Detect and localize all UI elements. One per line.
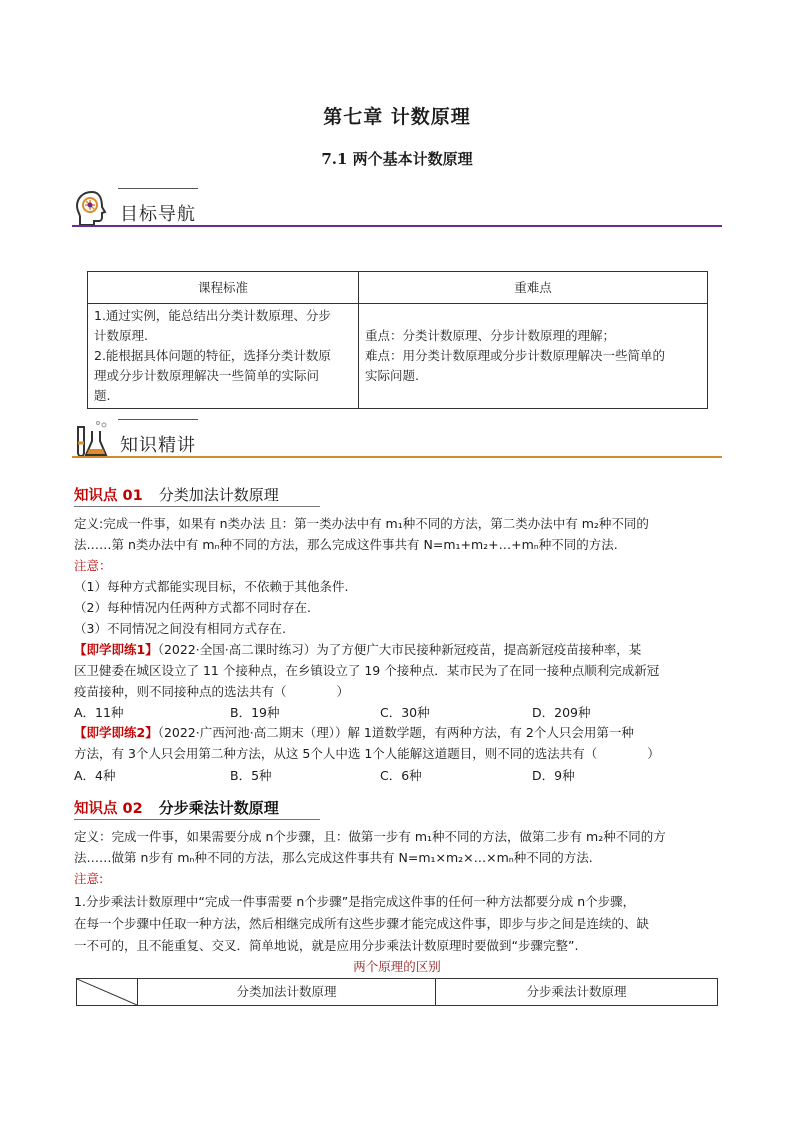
exercise-1 (74, 639, 724, 660)
kp-underline (74, 819, 320, 820)
cell-line: 2.能根据具体问题的特征，选择分类计数原 (94, 348, 331, 363)
section-header-knowledge (72, 419, 722, 463)
table-header: 分步乘法计数原理 (436, 979, 718, 1006)
diagonal-cell (77, 979, 138, 1006)
cell-line: 难点：用分类计数原理或分步计数原理解决一些简单的 (365, 348, 666, 363)
exercise-tag: 【即学即练1】 (74, 642, 158, 657)
header-top-line (118, 419, 198, 420)
compare-table (76, 978, 718, 1006)
course-standard-cell (88, 304, 359, 409)
option-a: A．4种 (74, 768, 116, 783)
text-line: （2022·广西河池·高二期末（理））解 1道数学题，有两种方法，有 2个人只会用第一种 (157, 725, 634, 740)
kp2-definition (74, 826, 724, 889)
text-line: 定义:完成一件事，如果有 n类办法 且：第一类办法中有 m₁种不同的方法，第二类办法中有 m₂种不同的 (74, 516, 649, 531)
note-item: （3）不同情况之间没有相同方式存在. (74, 621, 286, 636)
key-difficulty-cell (359, 304, 708, 409)
section-rule-purple (72, 225, 722, 227)
text-line: 法……做第 n步有 mₙ种不同的方法，那么完成这件事共有 N=m₁×m₂×…×mₙ种不同的方法. (74, 850, 593, 865)
text-line: 一不可的，且不能重复、交叉．简单地说，就是应用分步乘法计数原理时要做到“步骤完整”. (74, 938, 579, 953)
option-c: C．30种 (380, 705, 430, 720)
cell-line: 题. (94, 388, 111, 403)
note-item: （2）每种情况内任两种方式都不同时存在. (74, 600, 311, 615)
kp-tag: 知识点 01 (74, 488, 143, 504)
text-line: 定义：完成一件事，如果需要分成 n个步骤，且：做第一步有 m₁种不同的方法，做第二步有 m₂种不同的方 (74, 829, 666, 844)
text-line: 1.分步乘法计数原理中“完成一件事需要 n个步骤”是指完成这件事的任何一种方法都要分成 n个步骤， (74, 894, 636, 909)
exercise-2 (74, 722, 724, 764)
cell-line: 实际问题. (365, 368, 419, 383)
kp-name: 分步乘法计数原理 (158, 799, 279, 817)
text-line: 疫苗接种，则不同接种点的选法共有（ ） (74, 684, 350, 699)
option-d: D．9种 (532, 768, 575, 783)
table-header: 分类加法计数原理 (138, 979, 436, 1006)
header-top-line (118, 188, 198, 189)
exercise-tag: 【即学即练2】 (74, 725, 158, 740)
text-line: 区卫健委在城区设立了 11 个接种点，在乡镇设立了 19 个接种点．某市民为了在同一接种点顺利完成新冠 (74, 663, 660, 678)
table-header: 重难点 (359, 272, 708, 304)
section-rule-orange (72, 456, 722, 458)
brain-head-icon (72, 188, 112, 230)
diagonal-line (77, 979, 137, 1005)
section-header-goals (72, 188, 722, 232)
option-c: C．6种 (380, 768, 422, 783)
exercise-1-options (74, 703, 724, 723)
chapter-title: 第七章 计数原理 (323, 106, 471, 128)
goals-table (87, 271, 708, 409)
text-line: 方法，有 3个人只会用第二种方法，从这 5个人中选 1个人能解这道题目，则不同的选法共有（ ） (74, 746, 660, 761)
section-title: 7.1 两个基本计数原理 (321, 150, 473, 168)
note-label: 注意: (74, 871, 104, 886)
option-b: B．5种 (230, 768, 272, 783)
cell-line: 计数原理. (94, 328, 148, 343)
text-line: （2022·全国·高二课时练习）为了方便广大市民接种新冠疫苗，提高新冠疫苗接种率，某 (157, 642, 642, 657)
text-line: 在每一个步骤中任取一种方法，然后相继完成所有这些步骤才能完成这件事，即步与步之间是连续的、缺 (74, 916, 650, 931)
text-line: 法……第 n类办法中有 mₙ种不同的方法，那么完成这件事共有 N=m₁+m₂+…+mₙ种不同的方法. (74, 537, 618, 552)
section-label: 目标导航 (120, 204, 196, 225)
kp-name: 分类加法计数原理 (158, 486, 279, 504)
option-b: B．19种 (230, 705, 280, 720)
kp2-explanation (74, 891, 724, 957)
cell-line: 重点：分类计数原理、分步计数原理的理解； (365, 328, 616, 343)
knowledge-point-01-title (74, 484, 279, 505)
note-label: 注意： (74, 558, 112, 573)
kp1-definition (74, 513, 724, 702)
lab-flask-icon (72, 419, 112, 461)
table-header: 课程标准 (88, 272, 359, 304)
cell-line: 理或分步计数原理解决一些简单的实际问 (94, 368, 320, 383)
option-d: D．209种 (532, 705, 591, 720)
kp-underline (74, 506, 320, 507)
exercise-2-line (74, 722, 724, 743)
option-a: A．11种 (74, 705, 124, 720)
exercise-2-options (74, 766, 724, 786)
knowledge-point-02-title (74, 797, 279, 818)
compare-caption: 两个原理的区别 (353, 959, 441, 974)
section-label: 知识精讲 (120, 435, 196, 456)
cell-line: 1.通过实例，能总结出分类计数原理、分步 (94, 308, 331, 323)
note-item: （1）每种方式都能实现目标，不依赖于其他条件. (74, 579, 349, 594)
kp-tag: 知识点 02 (74, 801, 143, 817)
